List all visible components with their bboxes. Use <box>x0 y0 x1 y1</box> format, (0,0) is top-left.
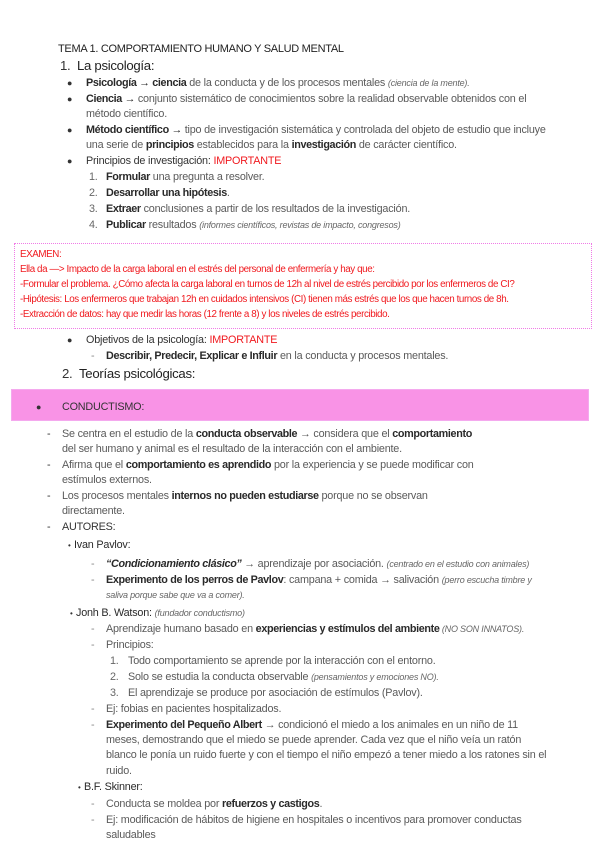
text-segment: Ivan Pavlov: <box>74 539 131 551</box>
bold-term: experiencias y estímulos del ambiente <box>255 623 440 635</box>
text-segment: tipo de investigación sistemática y controlada del objeto de estudio que incluye una serie de <box>86 124 546 152</box>
text-segment: Solo se estudia la conducta observable <box>128 671 312 683</box>
bullet-item <box>67 76 548 91</box>
italic-note: (NO SON INNATOS). <box>439 624 525 634</box>
sub-dash-item <box>91 557 552 572</box>
exam-note-line <box>20 263 590 277</box>
text-segment: CONDUCTISMO: <box>62 401 145 413</box>
text-segment: resultados <box>145 219 200 231</box>
list-marker: 1. <box>60 58 71 73</box>
important-label: IMPORTANTE <box>213 155 282 167</box>
bullet-icon: ● <box>67 78 73 88</box>
numbered-item <box>89 218 546 233</box>
section-band-label <box>36 400 145 415</box>
text-segment: establecidos para la <box>193 139 292 152</box>
exam-note-line <box>20 248 590 262</box>
text-segment: Aprendizaje humano basado en <box>106 623 256 635</box>
list-marker: - <box>91 703 95 715</box>
list-marker: - <box>47 521 51 533</box>
text-segment: . <box>226 187 230 199</box>
list-marker: - <box>91 798 95 810</box>
sub-dash-item <box>91 702 552 717</box>
italic-note: (ciencia de la mente). <box>387 78 470 88</box>
list-marker: 1. <box>110 655 119 667</box>
bullet-icon: ● <box>67 94 73 104</box>
sub-dash-item <box>91 718 552 779</box>
text-segment: . <box>319 798 323 810</box>
numbered-item <box>89 170 546 185</box>
bold-term: comportamiento <box>392 428 472 440</box>
text-segment: de carácter científico. <box>356 139 457 152</box>
text-segment: de la conducta y de los procesos mentales <box>186 77 388 89</box>
bold-term: Ciencia → <box>86 93 136 105</box>
text-segment: Ella da —> Impacto de la carga laboral en el estrés del personal de enfermería y hay que: <box>20 264 375 275</box>
exam-note-line <box>20 293 590 307</box>
exam-note-line <box>20 308 590 322</box>
italic-note: (pensamientos y emociones NO). <box>311 672 439 682</box>
text-segment: Conducta se moldea por <box>106 798 223 810</box>
section-heading <box>64 366 195 381</box>
text-segment: : campana + comida → salivación <box>283 574 442 586</box>
text-segment: conjunto sistemático de conocimientos sobre la realidad observable obtenidos con el método científico. <box>86 93 527 121</box>
bold-term: Publicar <box>106 219 146 231</box>
bullet-item <box>67 92 548 122</box>
text-segment: Jonh B. Watson: <box>76 607 155 619</box>
text-segment: Principios: <box>106 639 154 651</box>
bold-term: Psicología → ciencia <box>86 77 187 89</box>
bold-term: Método científico → <box>86 124 182 136</box>
text-segment: del ser humano y animal es el resultado de la interacción con el ambiente. <box>62 443 402 456</box>
sub-dash-item <box>91 797 552 812</box>
text-segment: porque no se observan directamente. <box>62 490 428 518</box>
sub-dash-item <box>91 349 552 364</box>
text-segment: El aprendizaje se produce por asociación de estímulos (Pavlov). <box>128 687 423 699</box>
text-segment: Afirma que el <box>62 459 126 471</box>
bullet-item <box>67 333 548 348</box>
bullet-item <box>67 123 548 153</box>
text-segment: Principios de investigación: <box>86 155 214 167</box>
exam-note-line <box>20 278 590 292</box>
sub-dash-item <box>91 813 552 843</box>
italic-note: (centrado en el estudio con animales) <box>386 559 530 569</box>
bullet-icon: ● <box>67 125 73 135</box>
dash-item <box>47 458 480 488</box>
text-segment: -Hipótesis: Los enfermeros que trabajan 12h en cuidados intensivos (CI) tienen más estrés que los que hacen turnos de 8h. <box>20 294 509 305</box>
bold-term: Desarrollar una hipótesis <box>106 187 227 199</box>
dash-item <box>47 520 480 535</box>
list-marker: - <box>91 350 95 362</box>
list-marker: - <box>91 623 95 635</box>
list-marker: - <box>47 428 51 440</box>
bullet-icon: ● <box>67 156 73 166</box>
list-marker: - <box>91 814 95 826</box>
text-segment: -Extracción de datos: hay que medir las horas (12 frente a 8) y los niveles de estrés percibido. <box>20 309 390 320</box>
text-segment: -Formular el problema. ¿Cómo afecta la carga laboral en turnos de 12h al nivel de estrés percibido por los enfermeros de CI? <box>20 279 515 290</box>
list-marker: - <box>91 719 95 731</box>
text-segment: en la conducta y procesos mentales. <box>277 350 449 362</box>
text-segment: → aprendizaje por asociación. <box>241 558 387 570</box>
text-segment: B.F. Skinner: <box>84 781 143 793</box>
list-marker: 1. <box>89 171 98 183</box>
list-marker: - <box>91 639 95 651</box>
bullet-icon: • <box>68 541 71 550</box>
italic-note: (informes científicos, revistas de impacto, congresos) <box>199 220 401 230</box>
text-segment: TEMA 1. COMPORTAMIENTO HUMANO Y SALUD MENTAL <box>58 43 344 55</box>
author-heading <box>70 606 245 621</box>
bold-term: comportamiento es aprendido <box>125 459 272 471</box>
list-marker: - <box>91 558 95 570</box>
text-segment: Teorías psicológicas: <box>79 366 196 381</box>
text-segment: Ej: modificación de hábitos de higiene en hospitales o incentivos para promover conductas saludables <box>106 814 522 842</box>
numbered-item <box>110 686 548 701</box>
numbered-item <box>110 654 548 669</box>
text-segment: Se centra en el estudio de la <box>62 428 196 440</box>
text-segment: Objetivos de la psicología: <box>86 334 210 346</box>
list-marker: 2. <box>89 187 98 199</box>
list-marker: 2. <box>62 366 73 381</box>
bold-term: Extraer <box>106 203 141 215</box>
bold-term: Describir, Predecir, Explicar e Influir <box>106 350 278 362</box>
bold-term: Formular <box>106 171 150 183</box>
bullet-icon: ● <box>67 335 73 345</box>
text-segment: La psicología: <box>77 58 155 73</box>
dash-item <box>47 489 480 519</box>
bold-term: conducta observable <box>195 428 298 440</box>
bullet-icon: • <box>70 609 73 618</box>
numbered-item <box>89 202 546 217</box>
text-segment: Los procesos mentales <box>62 490 172 502</box>
bullet-item <box>67 154 548 169</box>
italic-note: (fundador conductismo) <box>154 608 245 618</box>
text-segment: EXAMEN: <box>20 249 62 260</box>
bold-term: Experimento del Pequeño Albert <box>106 719 262 731</box>
italic-note: (perro escucha timbre y saliva porque sabe que va a comer). <box>106 575 532 601</box>
text-segment: conclusiones a partir de los resultados de la investigación. <box>140 203 411 215</box>
text-segment: una pregunta a resolver. <box>150 171 265 183</box>
sub-dash-item <box>91 638 552 653</box>
list-marker: 4. <box>89 219 98 231</box>
list-marker: 2. <box>110 671 119 683</box>
text-segment: → condicionó el miedo a los animales en un niño de 11 meses, demostrando que el miedo se puede aprender. Cada vez que el niño veía un ratón blanco le ponía un ruido fuerte y con el tiempo el niño empezó a tener miedo a los ratones sin el ruido. <box>106 719 547 777</box>
bullet-icon: ● <box>36 402 42 412</box>
list-marker: - <box>91 574 95 586</box>
important-label: IMPORTANTE <box>209 334 278 346</box>
bold-term: “Condicionamiento clásico” <box>106 558 242 570</box>
numbered-item <box>110 670 548 685</box>
bold-term: investigación <box>291 139 357 152</box>
bold-term: refuerzos y castigos <box>222 798 320 810</box>
sub-dash-item <box>91 573 552 603</box>
text-segment: Todo comportamiento se aprende por la interacción con el entorno. <box>128 655 436 667</box>
text-segment: → considera que el <box>297 428 393 440</box>
bold-term: Experimento de los perros de Pavlov <box>106 574 284 586</box>
numbered-item <box>89 186 546 201</box>
author-heading <box>78 780 143 795</box>
page-title <box>58 42 344 57</box>
list-marker: - <box>47 490 51 502</box>
text-segment: Ej: fobias en pacientes hospitalizados. <box>106 703 282 715</box>
list-marker: 3. <box>110 687 119 699</box>
sub-dash-item <box>91 622 552 637</box>
author-heading <box>68 538 131 553</box>
list-marker: 3. <box>89 203 98 215</box>
section-heading <box>62 58 154 73</box>
text-segment: por la experiencia y se puede modificar con estímulos externos. <box>62 459 474 487</box>
text-segment: AUTORES: <box>62 521 116 533</box>
bullet-icon: • <box>78 783 81 792</box>
bold-term: internos no pueden estudiarse <box>171 490 319 502</box>
list-marker: - <box>47 459 51 471</box>
bold-term: principios <box>145 139 194 152</box>
dash-item <box>47 427 480 457</box>
